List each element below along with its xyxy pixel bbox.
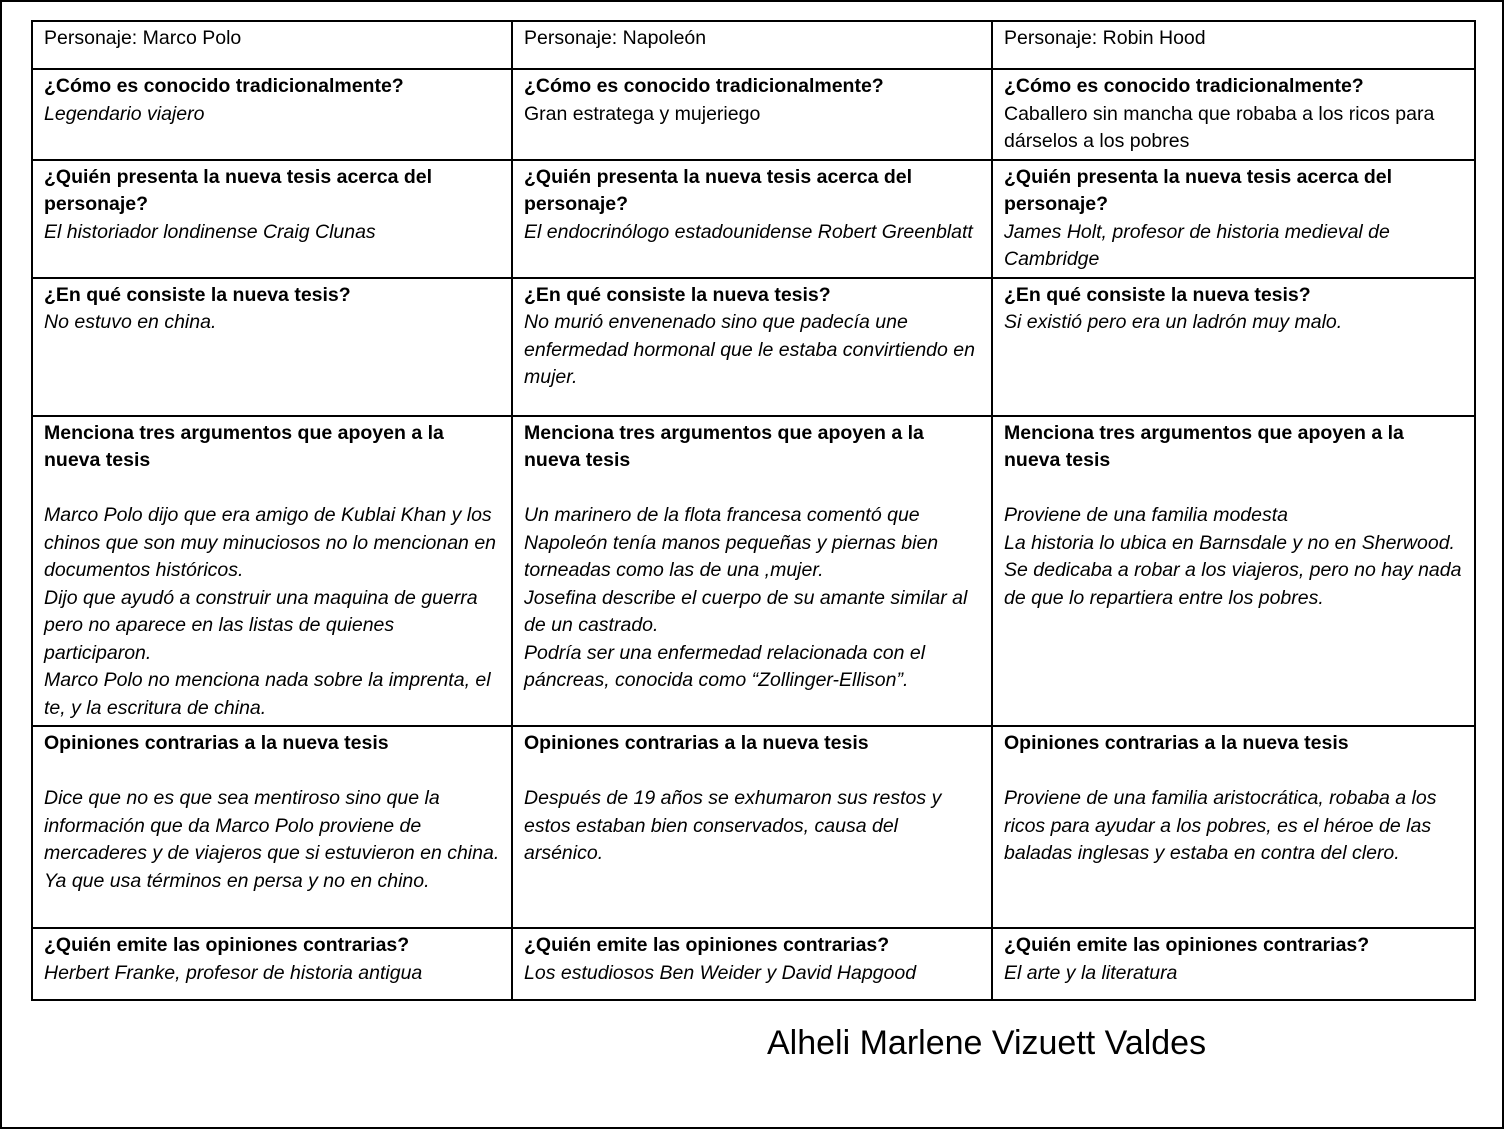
table-row xyxy=(32,278,1475,416)
argument-item: Marco Polo dijo que era amigo de Kublai Khan y los chinos que son muy minuciosos no lo mencionan en documentos históricos. xyxy=(44,504,497,581)
table-row xyxy=(32,726,1475,928)
row-question: ¿Quién emite las opiniones contrarias? xyxy=(44,934,410,956)
row-answer: Herbert Franke, profesor de historia antigua xyxy=(44,961,423,984)
argument-item: Proviene de una familia modesta xyxy=(1004,504,1288,526)
table-cell xyxy=(512,726,992,928)
table-row xyxy=(32,416,1475,727)
table-cell xyxy=(32,726,512,928)
comparison-table xyxy=(31,20,1476,1001)
table-cell xyxy=(512,160,992,278)
argument-item: Se dedicaba a robar a los viajeros, pero no hay nada de que lo repartiera entre los pobres. xyxy=(1004,559,1462,609)
table-cell xyxy=(992,416,1475,727)
header-label: Personaje: Robin Hood xyxy=(1004,27,1206,49)
row-question: ¿Quién emite las opiniones contrarias? xyxy=(1004,934,1370,956)
row-question: ¿Quién presenta la nueva tesis acerca del personaje? xyxy=(524,165,913,215)
table-row xyxy=(32,928,1475,1000)
row-answer: Proviene de una familia aristocrática, robaba a los ricos para ayudar a los pobres, es el héroe de las baladas inglesas y estaba en contra del clero. xyxy=(1004,787,1437,864)
table-cell xyxy=(992,160,1475,278)
spacer xyxy=(524,758,981,786)
row-answer: Si existió pero era un ladrón muy malo. xyxy=(1004,311,1343,333)
argument-item: Un marinero de la flota francesa comentó que Napoleón tenía manos pequeñas y piernas bien torneadas como las de una ,mujer. xyxy=(524,504,939,581)
spacer xyxy=(44,475,501,503)
row-question: ¿Cómo es conocido tradicionalmente? xyxy=(1004,75,1364,97)
row-answer: Dice que no es que sea mentiroso sino que la información que da Marco Polo proviene de mercaderes y de viajeros que si estuvieron en china. Ya que usa términos en persa y no en chino. xyxy=(44,787,500,892)
spacer xyxy=(1004,758,1464,786)
author-signature: Alheli Marlene Vizuett Valdes xyxy=(767,1024,1207,1062)
header-label: Personaje: Napoleón xyxy=(524,27,707,49)
table-cell xyxy=(32,416,512,727)
table-cell xyxy=(512,69,992,160)
table-cell xyxy=(32,69,512,160)
row-question: ¿Cómo es conocido tradicionalmente? xyxy=(524,75,884,97)
row-question: ¿En qué consiste la nueva tesis? xyxy=(524,283,831,306)
header-row xyxy=(32,21,1475,69)
row-question: Menciona tres argumentos que apoyen a la nueva tesis xyxy=(524,421,924,471)
row-answer: James Holt, profesor de historia medieval de Cambridge xyxy=(1004,220,1390,270)
row-question: Opiniones contrarias a la nueva tesis xyxy=(524,732,869,754)
table-row xyxy=(32,160,1475,278)
row-answer: Después de 19 años se exhumaron sus restos y estos estaban bien conservados, causa del arsénico. xyxy=(524,787,942,864)
table-cell xyxy=(512,416,992,727)
row-answer: No murió envenenado sino que padecía une enfermedad hormonal que le estaba convirtiendo en mujer. xyxy=(524,311,975,388)
table-cell xyxy=(512,928,992,1000)
row-question: Menciona tres argumentos que apoyen a la nueva tesis xyxy=(1004,421,1404,471)
row-question: Menciona tres argumentos que apoyen a la nueva tesis xyxy=(44,421,444,471)
argument-item: Josefina describe el cuerpo de su amante similar al de un castrado. xyxy=(524,586,968,636)
header-label: Personaje: Marco Polo xyxy=(44,27,242,49)
row-question: ¿En qué consiste la nueva tesis? xyxy=(1004,283,1311,306)
row-answer: El arte y la literatura xyxy=(1004,961,1178,984)
argument-item: Podría ser una enfermedad relacionada con el páncreas, conocida como “Zollinger-Ellison”. xyxy=(524,641,926,691)
header-cell-marco-polo xyxy=(32,21,512,69)
header-cell-robin-hood xyxy=(992,21,1475,69)
table-cell xyxy=(992,726,1475,928)
row-question: ¿Quién presenta la nueva tesis acerca del personaje? xyxy=(1004,165,1393,215)
row-answer: Caballero sin mancha que robaba a los ricos para dárselos a los pobres xyxy=(1004,102,1435,152)
argument-item: Dijo que ayudó a construir una maquina de guerra pero no aparece en las listas de quienes participaron. xyxy=(44,586,478,664)
row-answer: El historiador londinense Craig Clunas xyxy=(44,220,376,243)
row-question: Opiniones contrarias a la nueva tesis xyxy=(1004,732,1349,754)
spacer xyxy=(44,758,501,786)
table-cell xyxy=(32,928,512,1000)
table-cell xyxy=(32,278,512,416)
row-question: ¿Quién emite las opiniones contrarias? xyxy=(524,934,890,956)
row-answer: Legendario viajero xyxy=(44,102,205,125)
table-cell xyxy=(992,69,1475,160)
argument-item: La historia lo ubica en Barnsdale y no en Sherwood. xyxy=(1004,531,1455,554)
row-answer: No estuvo en china. xyxy=(44,311,217,333)
spacer xyxy=(524,475,981,503)
row-answer: Los estudiosos Ben Weider y David Hapgood xyxy=(524,961,917,984)
header-cell-napoleon xyxy=(512,21,992,69)
spacer xyxy=(1004,475,1464,503)
table-cell xyxy=(992,928,1475,1000)
table-cell xyxy=(512,278,992,416)
table-cell xyxy=(992,278,1475,416)
row-question: Opiniones contrarias a la nueva tesis xyxy=(44,732,389,754)
table-row xyxy=(32,69,1475,160)
row-answer: Gran estratega y mujeriego xyxy=(524,102,761,125)
row-question: ¿En qué consiste la nueva tesis? xyxy=(44,283,351,306)
row-question: ¿Cómo es conocido tradicionalmente? xyxy=(44,75,404,97)
argument-item: Marco Polo no menciona nada sobre la imprenta, el te, y la escritura de china. xyxy=(44,669,491,719)
row-question: ¿Quién presenta la nueva tesis acerca del personaje? xyxy=(44,165,433,215)
table-cell xyxy=(32,160,512,278)
row-answer: El endocrinólogo estadounidense Robert Greenblatt xyxy=(524,220,973,243)
